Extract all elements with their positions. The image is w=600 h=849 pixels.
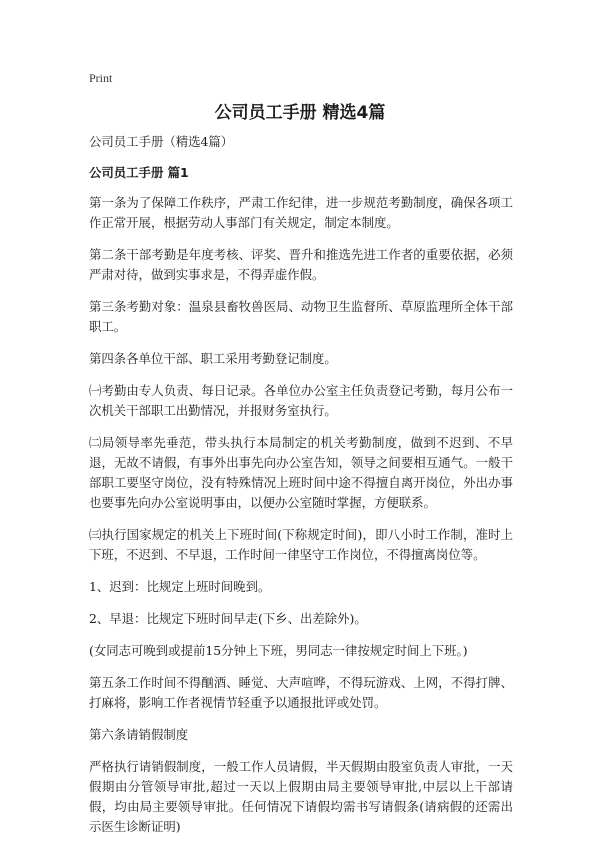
paragraph-article-3: 第三条考勤对象：温泉县畜牧兽医局、动物卫生监督所、草原监理所全体干部职工。 (89, 299, 513, 334)
paragraph-clause-2: ㈡局领导率先垂范，带头执行本局制定的机关考勤制度，做到不迟到、不早退，无故不请假，有事外出事先向办公室告知，领导之间要相互通气。一般干部职工要坚守岗位，没有特殊情况上班时间中途不得擅自离开岗位，外出办事也要事先向办公室说明事由，以便办公室随时掌握，方便联系。 (89, 435, 513, 510)
document-subtitle: 公司员工手册（精选4篇） (89, 134, 234, 149)
paragraph-clause-3: ㈢执行国家规定的机关上下班时间(下称规定时间)，即八小时工作制，准时上下班，不迟到、不早退，工作时间一律坚守工作岗位，不得擅离岗位等。 (89, 527, 513, 562)
paragraph-article-6: 第六条请销假制度 (89, 727, 189, 742)
print-label[interactable]: Print (89, 71, 113, 85)
document-title: 公司员工手册 精选4篇 (214, 103, 386, 123)
document-body (89, 132, 513, 849)
paragraph-article-5: 第五条工作时间不得酗酒、睡觉、大声喧哗，不得玩游戏、上网，不得打牌、打麻将，影响工作者视情节轻重予以通报批评或处罚。 (89, 675, 513, 710)
paragraph-clause-1: ㈠考勤由专人负责、每日记录。各单位办公室主任负责登记考勤，每月公布一次机关干部职工出勤情况，并报财务室执行。 (89, 383, 513, 418)
paragraph-article-1: 第一条为了保障工作秩序，严肃工作纪律，进一步规范考勤制度，确保各项工作正常开展，根据劳动人事部门有关规定，制定本制度。 (89, 195, 513, 230)
paragraph-article-4: 第四条各单位干部、职工采用考勤登记制度。 (89, 351, 337, 366)
section-heading: 公司员工手册 篇1 (89, 165, 189, 180)
paragraph-note: (女同志可晚到或提前15分钟上下班，男同志一律按规定时间上下班。) (89, 643, 468, 658)
paragraph-article-2: 第二条干部考勤是年度考核、评奖、晋升和推选先进工作者的重要依据，必须严肃对待，做到实事求是，不得弄虚作假。 (89, 247, 513, 282)
paragraph-item-early-leave: 2、早退：比规定下班时间早走(下乡、出差除外)。 (89, 611, 367, 626)
paragraph-item-late: 1、迟到：比规定上班时间晚到。 (89, 579, 271, 594)
paragraph-leave-policy: 严格执行请销假制度，一般工作人员请假，半天假期由股室负责人审批，一天假期由分管领导审批,超过一天以上假期由局主要领导审批,中层以上干部请假，均由局主要领导审批。任何情况下请假均需书写请假条(请病假的还需出示医生诊断证明) (89, 759, 513, 834)
